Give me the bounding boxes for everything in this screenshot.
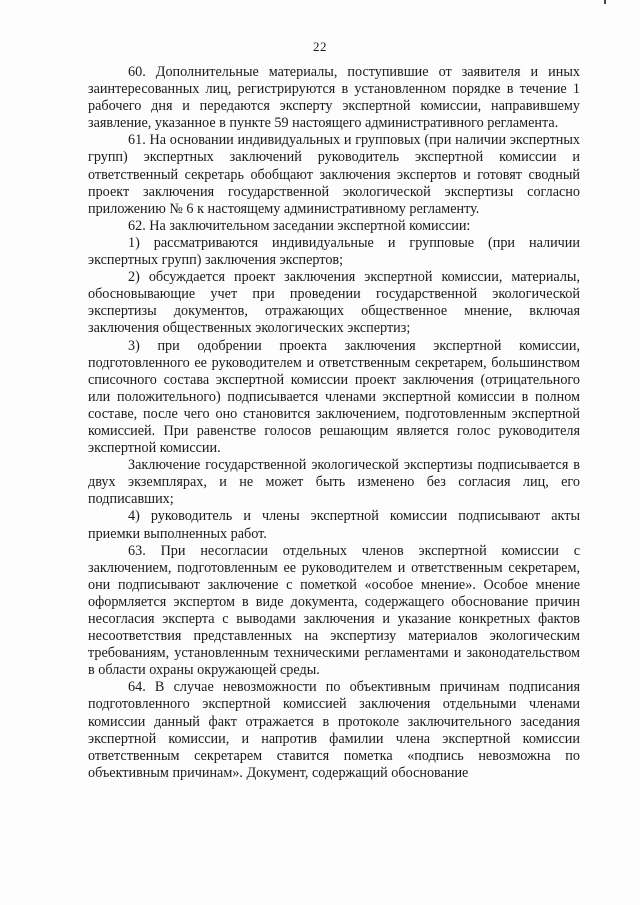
document-body — [88, 64, 580, 782]
paragraph-60: 60. Дополнительные материалы, поступившие от заявителя и иных заинтересованных лиц, регистрируются в установленном порядке в течение 1 рабочего дня и передаются эксперту экспертной комиссии, направившему заявление, указанное в пункте 59 настоящего административного регламента. — [88, 64, 580, 132]
paragraph-62-item-1: 1) рассматриваются индивидуальные и групповые (при наличии экспертных групп) заключения экспертов; — [88, 234, 580, 269]
paragraph-64: 64. В случае невозможности по объективным причинам подписания подготовленного экспертной комиссией заключения отдельными членами комиссии данный факт отражается в протоколе заключительного заседания экспертной комиссии, и напротив фамилии члена экспертной комиссии ответственным секретарем ставится пометка «подпись невозможна по объективным причинам». Документ, содержащий обоснование — [88, 679, 580, 781]
paragraph-62-item-3-continuation: Заключение государственной экологической экспертизы подписывается в двух экземплярах, и не может быть изменено без согласия лиц, его подписавших; — [88, 457, 580, 508]
paragraph-62-item-2: 2) обсуждается проект заключения экспертной комиссии, материалы, обосновывающие учет при проведении государственной экологической экспертизы документов, отражающих общественное мнение, включая заключения общественных экологических экспертиз; — [88, 269, 580, 337]
paragraph-61: 61. На основании индивидуальных и групповых (при наличии экспертных групп) экспертных заключений руководитель экспертной комиссии и ответственный секретарь обобщают заключения экспертов и готовят сводный проект заключения государственной экологической экспертизы согласно приложению № 6 к настоящему административному регламенту. — [88, 132, 580, 217]
paragraph-62: 62. На заключительном заседании экспертной комиссии: — [128, 217, 471, 234]
paragraph-62-item-3: 3) при одобрении проекта заключения экспертной комиссии, подготовленного ее руководителем и ответственным секретарем, большинством списочного состава экспертной комиссии проект заключения (отрицательного или положительного) подписывается членами экспертной комиссии в полном составе, после чего оно становится заключением, подготовленным экспертной комиссией. При равенстве голосов решающим является голос руководителя экспертной комиссии. — [88, 337, 580, 457]
page-number: 22 — [313, 39, 327, 54]
scan-mark — [604, 0, 606, 4]
paragraph-62-item-4: 4) руководитель и члены экспертной комиссии подписывают акты приемки выполненных работ. — [88, 508, 580, 542]
paragraph-63: 63. При несогласии отдельных членов экспертной комиссии с заключением, подготовленным ее руководителем и ответственным секретарем, они подписывают заключение с пометкой «особое мнение». Особое мнение оформляется экспертом в виде документа, содержащего обоснование причин несогласия эксперта с выводами заключения и указание конкретных фактов несоответствия представленных на экспертизу материалов экологическим требованиям, установленным техническими регламентами и законодательством в области охраны окружающей среды. — [88, 542, 580, 679]
